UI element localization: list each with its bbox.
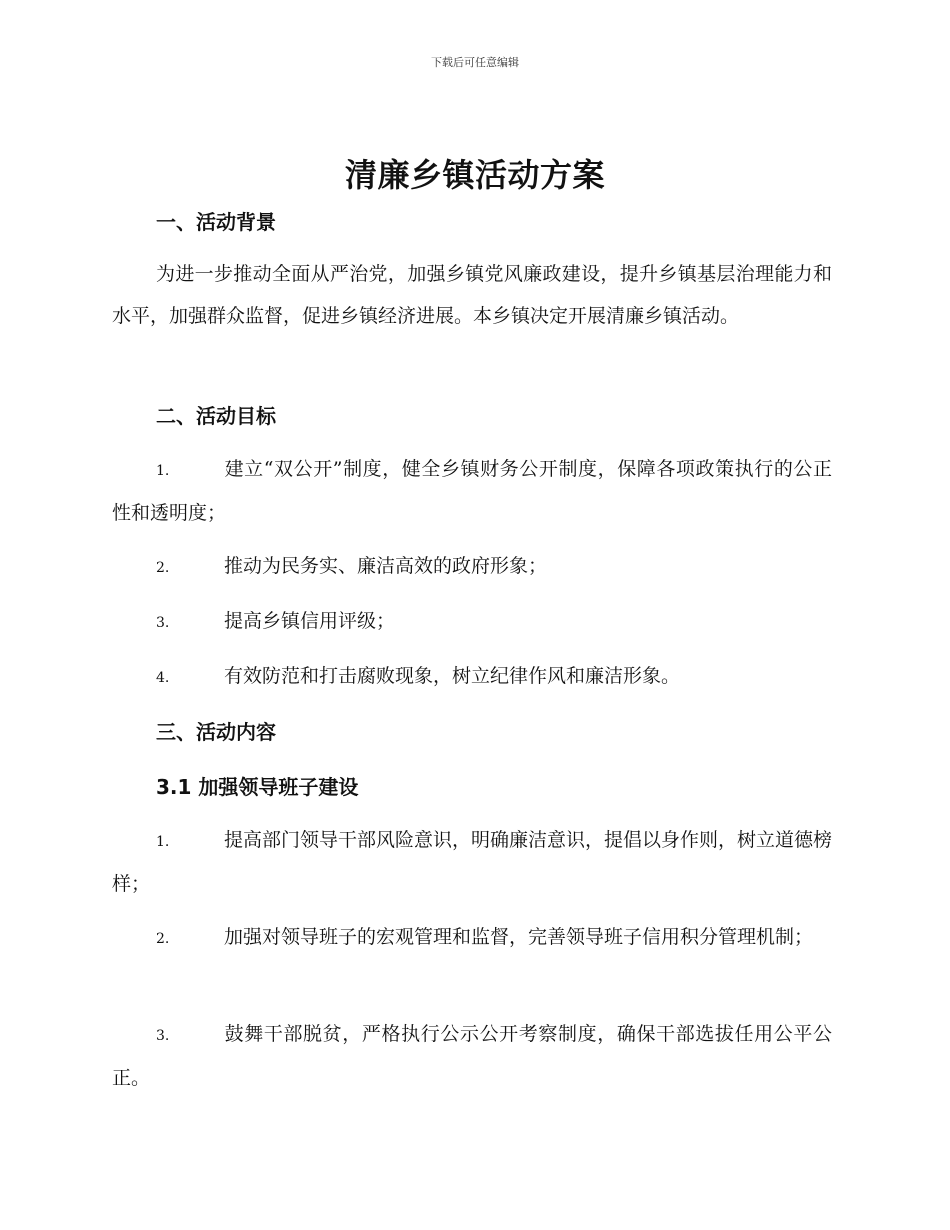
goal-item-number: 1. (156, 463, 170, 479)
content-item-text: 加强对领导班子的宏观管理和监督，完善领导班子信用积分管理机制； (224, 926, 814, 948)
header-note: 下载后可任意编辑 (431, 56, 519, 69)
goal-item-text: 提高乡镇信用评级； (224, 610, 396, 632)
goal-item-text: 有效防范和打击腐败现象，树立纪律作风和廉洁形象。 (224, 665, 681, 687)
goal-item-3 (112, 600, 832, 644)
document-title: 清廉乡镇活动方案 (344, 156, 605, 194)
section-heading-content: 三、活动内容 (156, 720, 276, 744)
goal-item-1 (112, 448, 832, 534)
content-item-3 (112, 1013, 832, 1099)
goal-item-text: 推动为民务实、廉洁高效的政府形象； (224, 555, 548, 577)
sub-heading-leadership: 3.1 加强领导班子建设 (156, 775, 359, 799)
content-item-text: 鼓舞干部脱贫，严格执行公示公开考察制度，确保干部选拔任用公平公正。 (112, 1023, 832, 1089)
goal-item-number: 4. (156, 670, 170, 686)
content-item-text: 提高部门领导干部风险意识，明确廉洁意识，提倡以身作则，树立道德榜样； (112, 829, 833, 895)
content-item-2 (112, 916, 832, 960)
goal-item-2 (112, 545, 832, 589)
goal-item-number: 3. (156, 615, 170, 631)
goal-item-4 (112, 655, 832, 699)
goal-item-number: 2. (156, 560, 170, 576)
section-heading-background: 一、活动背景 (156, 210, 276, 234)
goal-item-text: 建立“双公开”制度，健全乡镇财务公开制度，保障各项政策执行的公正性和透明度； (112, 458, 832, 524)
content-item-number: 3. (156, 1028, 170, 1044)
content-item-1 (112, 819, 832, 905)
background-paragraph: 为进一步推动全面从严治党，加强乡镇党风廉政建设，提升乡镇基层治理能力和水平，加强群众监督，促进乡镇经济进展。本乡镇决定开展清廉乡镇活动。 (112, 263, 832, 327)
content-item-number: 1. (156, 834, 170, 850)
content-item-number: 2. (156, 931, 170, 947)
section-heading-goals: 二、活动目标 (156, 404, 276, 428)
